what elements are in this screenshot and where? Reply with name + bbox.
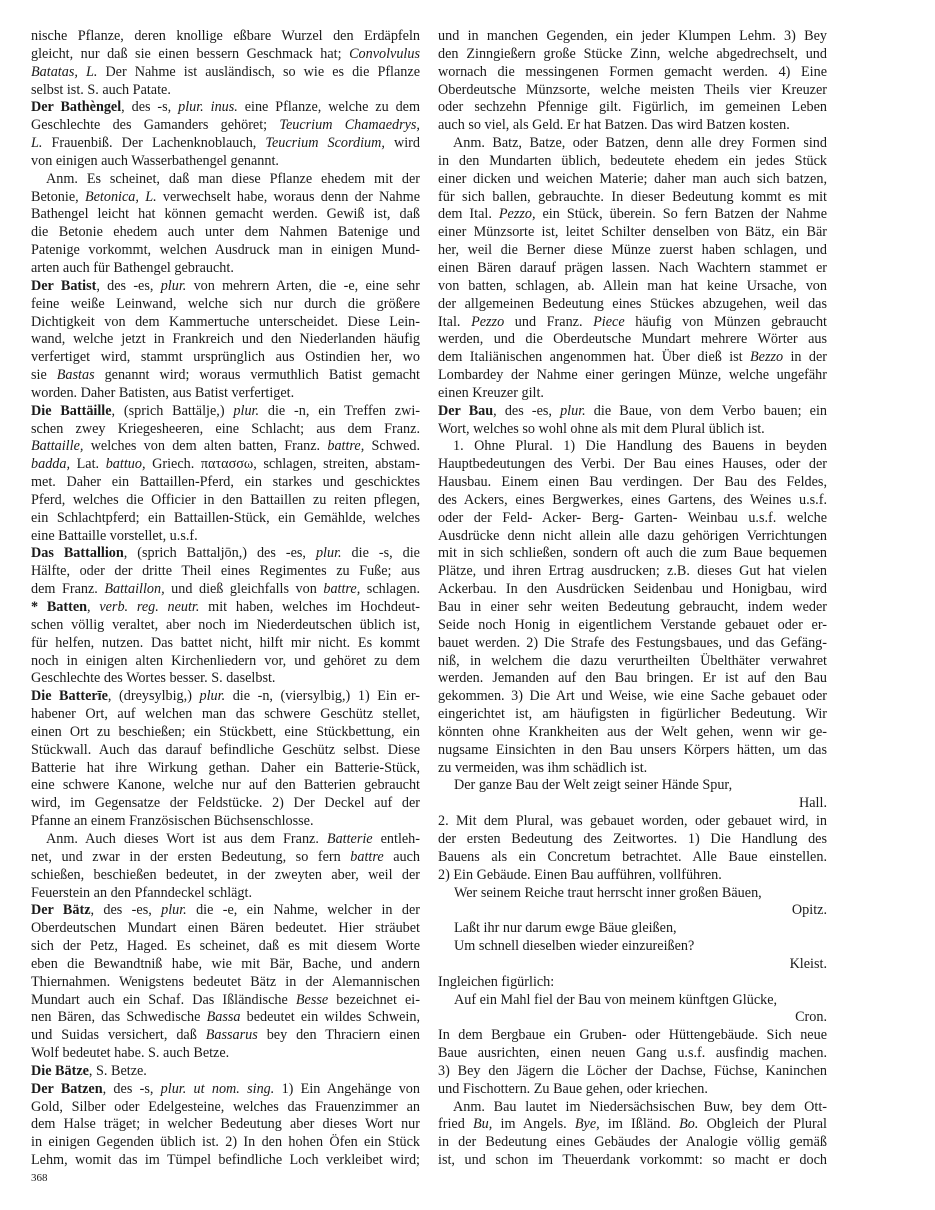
text-line: einer dicken und weichen Materie; daher man auch sich batzen, [438, 170, 827, 187]
text-line: Anm. Auch dieses Wort ist aus dem Franz. Batterie entleh- [46, 830, 420, 847]
left-column [31, 28, 420, 1170]
text-line: schen völlig veraltet, aber noch im Niederdeutschen üblich ist, [31, 616, 420, 633]
text-line: könnten ohne Krankheiten aus der Welt gehen, wenn wir ge- [438, 723, 827, 740]
text-line: Bathengel leicht hat können gemacht werden. Gewiß ist, daß [31, 206, 420, 223]
text-line: von batten, schlagen, ab. Allein man hat keine Ursache, von [438, 277, 827, 294]
text-line: wird, im Gegensatze der Feldstücke. 2) Der Deckel auf der [31, 795, 420, 812]
text-line: schen zwey Kriegesheeren, eine Schlacht; aus dem Franz. [31, 420, 420, 437]
text-line: * Batten, verb. reg. neutr. mit haben, welches im Hochdeut- [31, 599, 420, 615]
text-line: Hausbau. Einem einen Bau verdingen. Der Bau des Feldes, [438, 474, 827, 491]
text-line: mit in sich schließen, sondern oft auch die zum Baue bequemen [438, 545, 827, 562]
text-line: In dem Bergbaue ein Gruben- oder Hüttengebäude. Sich neue [438, 1027, 827, 1044]
text-line: Ital. Pezzo und Franz. Piece häufig von Münzen gebraucht [438, 313, 827, 330]
text-line: net, und zwar in der ersten Bedeutung, so fern battre auch [31, 848, 420, 865]
text-line: 2. Mit dem Plural, was gebauet worden, oder gebauet wird, in [438, 813, 827, 830]
text-line: eingerichtet ist, am häufigsten in figürlicher Bedeutung. Wir [438, 706, 827, 723]
text-line: Anm. Bau lautet im Niedersächsischen Buw, bey dem Ott- [453, 1098, 827, 1115]
text-line: Anm. Es scheinet, daß man diese Pflanze ehedem mit der [46, 170, 420, 187]
text-line: met. Daher ein Battaillen-Pferd, ein starkes und geschicktes [31, 474, 420, 491]
text-line: für helfen, nutzen. Das battet nicht, hilft mir nicht. Es kommt [31, 634, 420, 651]
text-line: Wer seinem Reiche traut herrscht inner großen Bäuen, [454, 884, 762, 901]
text-line: in einigen Gegenden üblich ist. 2) In den hohen Öfen ein Stück [31, 1134, 420, 1151]
text-line: Hall. [799, 795, 827, 812]
text-line: Wort, welches so wohl ohne als mit dem Plural üblich ist. [438, 420, 765, 437]
text-line: Plätze, und ihren Ertrag ausdrucken; z.B. dieses Gut hat vielen [438, 563, 827, 580]
text-line: werden. Jemanden auf den Bau bringen. Er ist auf den Bau [438, 670, 827, 687]
right-column [438, 28, 827, 1170]
text-line: 2) Ein Gebäude. Einen Bau aufführen, vollführen. [438, 866, 722, 883]
text-line: in der Bedeutung eines Gebäudes der Analogie völlig gemäß [438, 1134, 827, 1151]
text-line: werden, und die Oberdeutsche Mundart mehrere Wörter aus [438, 331, 827, 348]
text-line: und in manchen Gegenden, ein jeder Klumpen Lehm. 3) Bey [438, 28, 827, 44]
text-line: Seide noch Honig in eigentlichem Verstande gebauet oder er- [438, 616, 827, 633]
text-line: Auf ein Mahl fiel der Bau von meinem künftgen Glücke, [454, 991, 778, 1008]
text-line: Pfanne an einem Französischen Büchsenschlosse. [31, 813, 314, 830]
page-number: 368 [31, 1172, 48, 1184]
text-line: Lehm, womit das im Tümpel befindliche Loch verkleibet wird; [31, 1152, 420, 1169]
text-line: L. Frauenbiß. Der Lachenknoblauch, Teucrium Scordium, wird [31, 135, 420, 152]
text-line: wornach die messingenen Formen gemacht werden. 4) Eine [438, 63, 827, 80]
text-line: habener Ort, auf welchen man das schwere Geschütz stellet, [31, 706, 420, 723]
text-line: Battaille, welches von dem alten batten, Franz. battre, Schwed. [31, 438, 420, 455]
text-line: Der Batist, des -es, plur. von mehrern Arten, die -e, eine sehr [31, 277, 420, 294]
text-line: für sich ballen, gebrauchte. In dieser Bedeutung kommt es mit [438, 188, 827, 205]
text-line: Der ganze Bau der Welt zeigt seiner Hände Spur, [454, 777, 733, 794]
text-line: der allgemeinen Bedeutung eines Stückes abzugehen, weil das [438, 295, 827, 312]
text-line: Oberdeutsche Münzsorte, welche meisten Theils vier Kreuzer [438, 81, 827, 98]
text-line: dem Italiänischen angenommen hat. Über dieß ist Bezzo in der [438, 349, 827, 366]
text-line: 3) Bey den Jägern die Löcher der Dachse, Füchse, Kaninchen [438, 1062, 827, 1079]
text-line: dem Halse träget; in welcher Bedeutung aber dieses Wort nur [31, 1116, 420, 1133]
text-line: Stückwall. Auch das darauf befindliche Geschütz selbst. Diese [31, 741, 420, 758]
text-line: Der Batzen, des -s, plur. ut nom. sing. 1) Ein Angehänge von [31, 1080, 420, 1097]
text-line: Laßt ihr nur darum ewge Bäue gleißen, [454, 920, 677, 937]
text-line: eine Battaille vorstellet, u.s.f. [31, 527, 198, 544]
text-line: Das Battallion, (sprich Battaljōn,) des -es, plur. die -s, die [31, 545, 420, 562]
text-line: Wolf bedeutet habe. S. auch Betze. [31, 1045, 230, 1062]
text-line: Der Bau, des -es, plur. die Baue, von dem Verbo bauen; ein [438, 402, 827, 419]
text-line: eben die Bewandtniß habe, wie mit Bär, Bache, und andern [31, 955, 420, 972]
text-line: Lombardey der Nahme einer geringen Münze, welche ungefähr [438, 367, 827, 384]
text-line: nen Bären, das Schwedische Bassa bedeutet ein wildes Schwein, [31, 1009, 420, 1026]
text-line: ist, und schon im Theuerdank vorkommt: so macht er doch [438, 1152, 827, 1169]
text-line: Bau in einer sehr weiten Bedeutung gebraucht, indem weder [438, 599, 827, 615]
text-line: gekommen. 3) Die Art und Weise, wie eine Sache gebauet oder [438, 688, 827, 705]
text-line: Batterie hat ihre Wirkung gethan. Daher ein Batterie-Stück, [31, 759, 420, 776]
text-line: Dichtigkeit von dem Kammertuche unterscheidet. Diese Lein- [31, 313, 420, 330]
text-line: Batatas, L. Der Nahme ist ausländisch, so wie es die Pflanze [31, 63, 420, 80]
text-line: Baue ausrichten, einen neuen Gang u.s.f. ausfindig machen. [438, 1045, 827, 1062]
text-line: Der Bätz, des -es, plur. die -e, ein Nahme, welcher in der [31, 902, 420, 919]
text-line: noch in einigen alten Kirchenliedern vor, und gehöret zu dem [31, 652, 420, 669]
text-line: her, weil die Berner diese Münze zuerst haben schlagen, und [438, 242, 827, 259]
text-line: Gold, Silber oder Edelgesteine, welches das Frauenzimmer an [31, 1098, 420, 1115]
text-line: wand, welche jetzt in Frankreich und den Niederlanden häufig [31, 331, 420, 348]
text-line: Der Bathèngel, des -s, plur. inus. eine Pflanze, welche zu dem [31, 99, 420, 116]
text-line: der ersten Bedeutung des Zeitwortes. 1) Die Handlung des [438, 830, 827, 847]
text-line: Cron. [795, 1009, 827, 1026]
text-line: fried Bu, im Angels. Bye, im Ißländ. Bo. Obgleich der Plural [438, 1116, 827, 1133]
text-line: Hälfte, oder der dritte Theil eines Regimentes zu Fuße; aus [31, 563, 420, 580]
text-line: gleicht, nur daß sie einen bessern Geschmack hat; Convolvulus [31, 45, 420, 62]
text-line: dem Franz. Battaillon, und dieß gleichfalls von battre, schlagen. [31, 581, 420, 598]
text-line: Oberdeutschen Mundart einen Bären bedeutet. Hier sträubet [31, 920, 420, 937]
text-line: ein Schlachtpferd; ein Battaillen-Stück, ein Gemählde, welches [31, 509, 420, 526]
text-line: die Betonie ehedem auch unter dem Nahmen Batenige und [31, 224, 420, 241]
text-line: und Suidas versichert, daß Bassarus bey den Thraciern einen [31, 1027, 420, 1044]
text-line: einen Kreuzer gilt. [438, 384, 544, 401]
text-line: Opitz. [791, 902, 827, 919]
text-line: einen Ort zu beschießen; ein Stückbett, eine Stückbettung, ein [31, 723, 420, 740]
text-line: Um schnell dieselben wieder einzureißen? [454, 938, 695, 955]
text-line: den Zinngießern große Stücke Zinn, welche abgedrechselt, und [438, 45, 827, 62]
text-line: Ausdrücke denn nicht allein alle dazu gehörigen Verrichtungen [438, 527, 827, 544]
text-line: schießen, beschießen bedeutet, in der zweyten aber, weil der [31, 866, 420, 883]
text-line: Thiernahmen. Wenigstens bedeutet Bätz in der Alemannischen [31, 973, 420, 990]
text-line: worden. Daher Batisten, aus Batist verfertiget. [31, 384, 295, 401]
text-line: Feuerstein an den Pfanndeckel schlägt. [31, 884, 253, 901]
text-line: von einigen auch Wasserbathengel genannt. [31, 152, 279, 169]
text-line: Betonie, Betonica, L. verwechselt habe, woraus denn der Nahme [31, 188, 420, 205]
text-line: sie Bastas genannt wird; woraus vermuthlich Batist gemacht [31, 367, 420, 384]
text-line: auch so viel, als Geld. Er hat Batzen. Das wird Batzen kosten. [438, 117, 790, 134]
text-line: dem Ital. Pezzo, ein Stück, überein. So fern Batzen der Nahme [438, 206, 827, 223]
text-line: Die Batterīe, (dreysylbig,) plur. die -n, (viersylbig,) 1) Ein er- [31, 688, 420, 705]
text-line: einen Bären darauf prägen lassen. Nach Wachtern stammet er [438, 259, 827, 276]
text-line: Patenige vorkommt, welchen Ausdruck man in einigen Mund- [31, 242, 420, 259]
text-line: Die Battäille, (sprich Battälje,) plur. die -n, ein Treffen zwi- [31, 402, 420, 419]
text-line: bauet werden. 2) Die Strafe des Festungsbaues, und das Gefäng- [438, 634, 827, 651]
text-line: Ingleichen figürlich: [438, 973, 555, 990]
text-line: Anm. Batz, Batze, oder Batzen, denn alle drey Formen sind [453, 135, 827, 152]
text-line: in den Mundarten üblich, bedeutete ehedem ein jedes Stück [438, 152, 827, 169]
text-line: zu vermeiden, was ihm schädlich ist. [438, 759, 648, 776]
text-line: nugsame Einsichten in den Bau unsers Körpers hätten, um das [438, 741, 827, 758]
text-line: selbst ist. S. auch Patate. [31, 81, 171, 98]
text-line: Geschlechte des Wortes besser. S. daselbst. [31, 670, 276, 687]
text-line: Pferd, welches die Officier in den Battaillen zu reiten pflegen, [31, 491, 420, 508]
text-line: arten auch für Bathengel gebraucht. [31, 259, 234, 276]
text-line: Ackerbau. In den Ausdrücken Seidenbau und Honigbau, wird [438, 581, 827, 598]
text-line: nische Pflanze, deren knollige eßbare Wurzel den Erdäpfeln [31, 28, 420, 44]
text-line: badda, Lat. battuo, Griech. πατασσω, schlagen, streiten, abstam- [31, 456, 420, 473]
text-line: Hauptbedeutungen des Verbi. Der Bau eines Hauses, oder der [438, 456, 827, 473]
text-line: sich der Petz, Haged. Es scheinet, daß es mit diesem Worte [31, 938, 420, 955]
text-line: Die Bätze, S. Betze. [31, 1062, 147, 1079]
text-line: Mundart auch ein Schaf. Das Ißländische Besse bezeichnet ei- [31, 991, 420, 1008]
text-line: oder der Feld- Acker- Berg- Garten- Weinbau u.s.f. welche [438, 509, 827, 526]
text-line: Geschlechte des Gamanders gehöret; Teucrium Chamaedrys, [31, 117, 420, 134]
text-line: und Fischottern. Zu Baue gehen, oder kriechen. [438, 1080, 708, 1097]
text-line: eine schwere Kanone, welche nur auf den Batterien gebraucht [31, 777, 420, 794]
text-line: 1. Ohne Plural. 1) Die Handlung des Bauens in beyden [453, 438, 827, 455]
text-line: Bauens als ein Concretum betrachtet. Alle Baue einstellen. [438, 848, 827, 865]
text-line: niß, in welchem die dazu verurtheilten Übelthäter verwahret [438, 652, 827, 669]
text-line: Kleist. [789, 955, 827, 972]
text-line: oder sechzehn Pfennige gilt. Figürlich, im gemeinen Leben [438, 99, 827, 116]
text-line: einer Münzsorte ist, leitet Schilter denselben von Bätz, ein Bär [438, 224, 827, 241]
text-line: feine weiße Leinwand, welche sich nur durch die größere [31, 295, 420, 312]
text-line: verfertiget wird, stammt ursprünglich aus Ostindien her, wo [31, 349, 420, 366]
text-line: des Ackers, eines Bergwerkes, eines Gartens, des Weines u.s.f. [438, 491, 827, 508]
